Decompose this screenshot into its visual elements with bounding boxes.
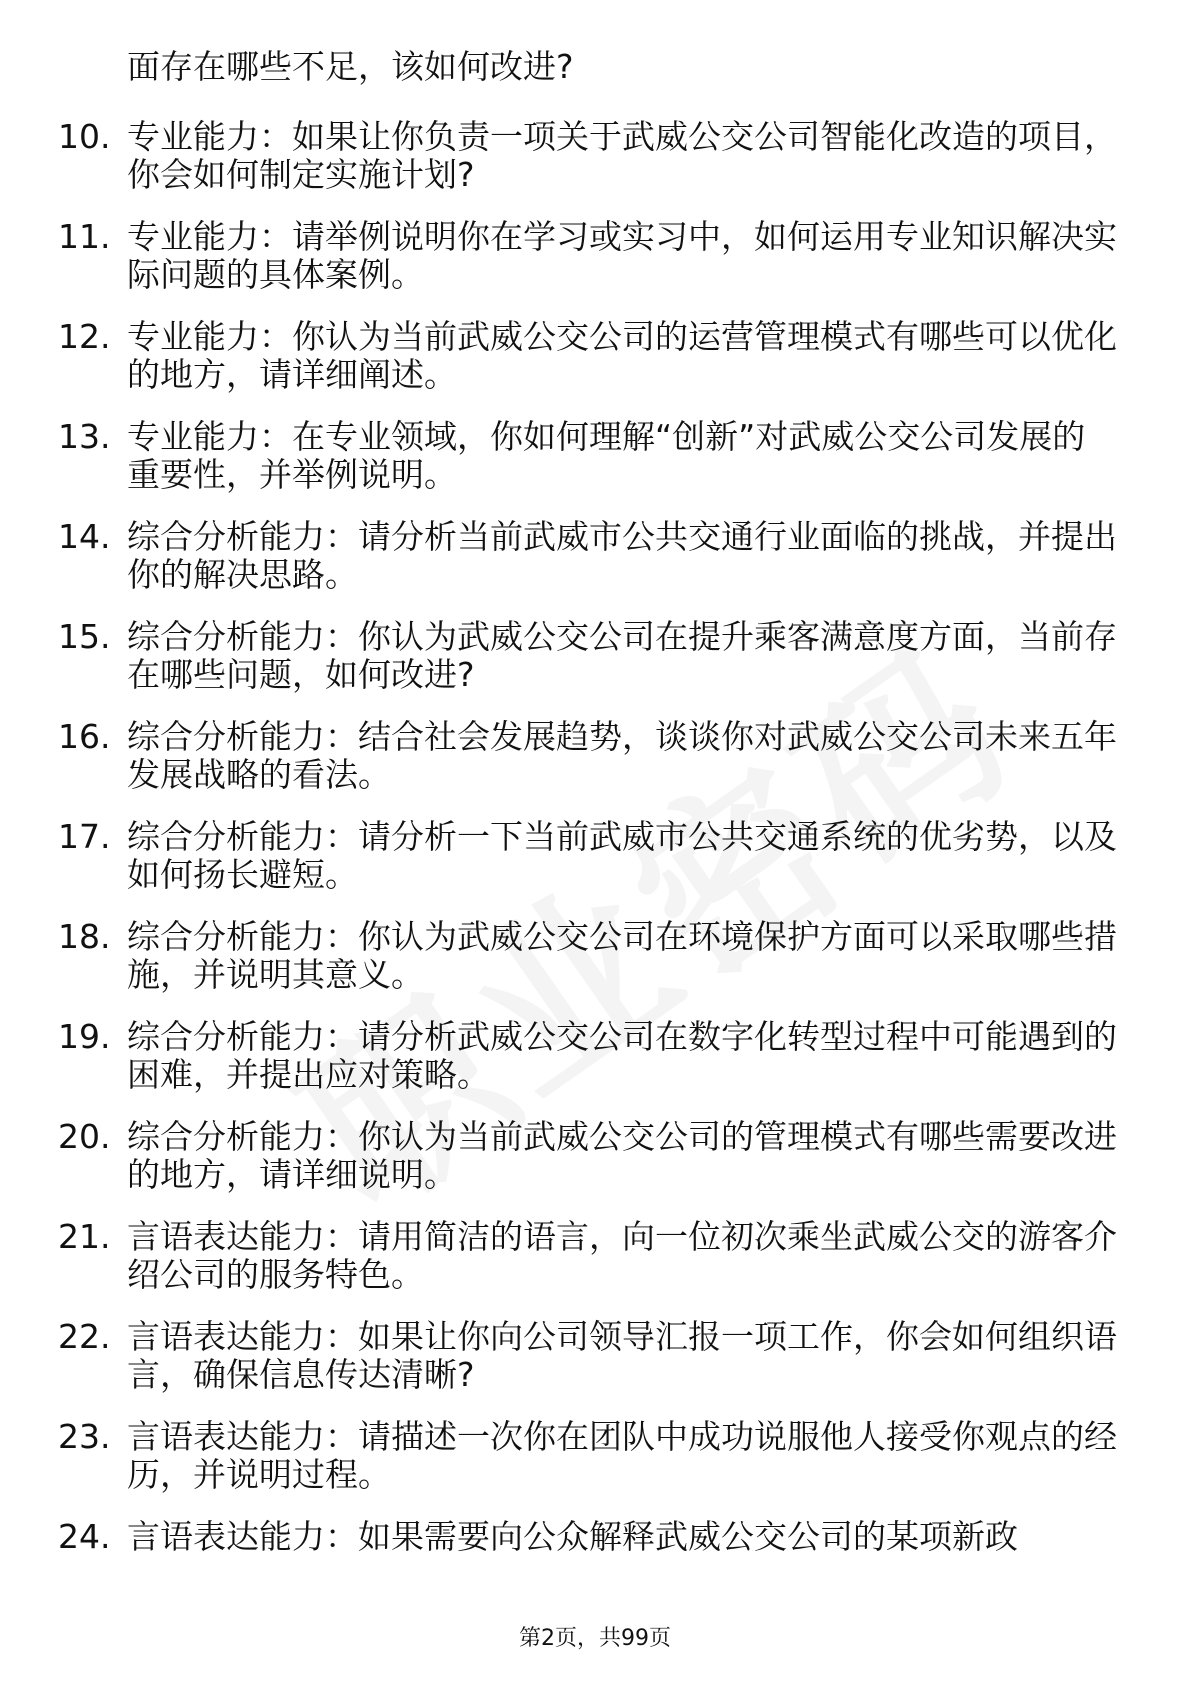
question-number: 24. bbox=[58, 1517, 111, 1556]
question-text: 专业能力：你认为当前武威公交公司的运营管理模式有哪些可以优化的地方，请详细阐述。 bbox=[127, 317, 1117, 394]
question-number: 14. bbox=[58, 517, 111, 556]
question-item bbox=[0, 218, 1190, 318]
question-item bbox=[0, 518, 1190, 618]
question-text: 综合分析能力：结合社会发展趋势，谈谈你对武威公交公司未来五年发展战略的看法。 bbox=[127, 717, 1117, 794]
question-item bbox=[0, 718, 1190, 818]
question-number: 19. bbox=[58, 1017, 111, 1056]
question-item bbox=[0, 418, 1190, 518]
question-text: 言语表达能力：请用简洁的语言，向一位初次乘坐武威公交的游客介绍公司的服务特色。 bbox=[127, 1217, 1117, 1294]
question-number: 17. bbox=[58, 817, 111, 856]
question-item bbox=[0, 1118, 1190, 1218]
question-text: 专业能力：请举例说明你在学习或实习中，如何运用专业知识解决实际问题的具体案例。 bbox=[127, 217, 1117, 294]
question-item bbox=[0, 318, 1190, 418]
question-number: 11. bbox=[58, 217, 111, 256]
question-text: 综合分析能力：你认为当前武威公交公司的管理模式有哪些需要改进的地方，请详细说明。 bbox=[127, 1117, 1117, 1194]
question-item bbox=[0, 618, 1190, 718]
question-number: 15. bbox=[58, 617, 111, 656]
continuation-text: 面存在哪些不足，该如何改进? bbox=[127, 47, 574, 86]
question-item bbox=[0, 818, 1190, 918]
question-item bbox=[0, 1018, 1190, 1118]
question-number: 13. bbox=[58, 417, 111, 456]
question-item bbox=[0, 1318, 1190, 1418]
question-item bbox=[0, 1518, 1190, 1618]
question-number: 22. bbox=[58, 1317, 111, 1356]
question-text: 言语表达能力：如果让你向公司领导汇报一项工作，你会如何组织语言，确保信息传达清晰? bbox=[127, 1317, 1117, 1394]
question-text: 综合分析能力：请分析武威公交公司在数字化转型过程中可能遇到的困难，并提出应对策略。 bbox=[127, 1017, 1117, 1094]
question-text: 综合分析能力：你认为武威公交公司在提升乘客满意度方面，当前存在哪些问题，如何改进? bbox=[127, 617, 1117, 694]
page-footer: 第2页，共99页 bbox=[519, 1626, 671, 1651]
question-number: 10. bbox=[58, 117, 111, 156]
question-item bbox=[0, 1418, 1190, 1518]
question-item bbox=[0, 1218, 1190, 1318]
question-number: 18. bbox=[58, 917, 111, 956]
question-item bbox=[0, 118, 1190, 218]
question-text: 专业能力：在专业领域，你如何理解“创新”对武威公交公司发展的重要性，并举例说明。 bbox=[127, 417, 1086, 494]
question-number: 16. bbox=[58, 717, 111, 756]
question-number: 23. bbox=[58, 1417, 111, 1456]
question-number: 12. bbox=[58, 317, 111, 356]
question-text: 言语表达能力：请描述一次你在团队中成功说服他人接受你观点的经历，并说明过程。 bbox=[127, 1417, 1117, 1494]
question-text: 综合分析能力：请分析当前武威市公共交通行业面临的挑战，并提出你的解决思路。 bbox=[127, 517, 1117, 594]
question-list bbox=[0, 118, 1190, 1618]
question-number: 20. bbox=[58, 1117, 111, 1156]
question-text: 言语表达能力：如果需要向公众解释武威公交公司的某项新政 bbox=[127, 1517, 1018, 1556]
question-text: 专业能力：如果让你负责一项关于武威公交公司智能化改造的项目，你会如何制定实施计划? bbox=[127, 117, 1117, 194]
question-text: 综合分析能力：请分析一下当前武威市公共交通系统的优劣势，以及如何扬长避短。 bbox=[127, 817, 1117, 894]
question-item bbox=[0, 918, 1190, 1018]
question-number: 21. bbox=[58, 1217, 111, 1256]
question-text: 综合分析能力：你认为武威公交公司在环境保护方面可以采取哪些措施，并说明其意义。 bbox=[127, 917, 1117, 994]
